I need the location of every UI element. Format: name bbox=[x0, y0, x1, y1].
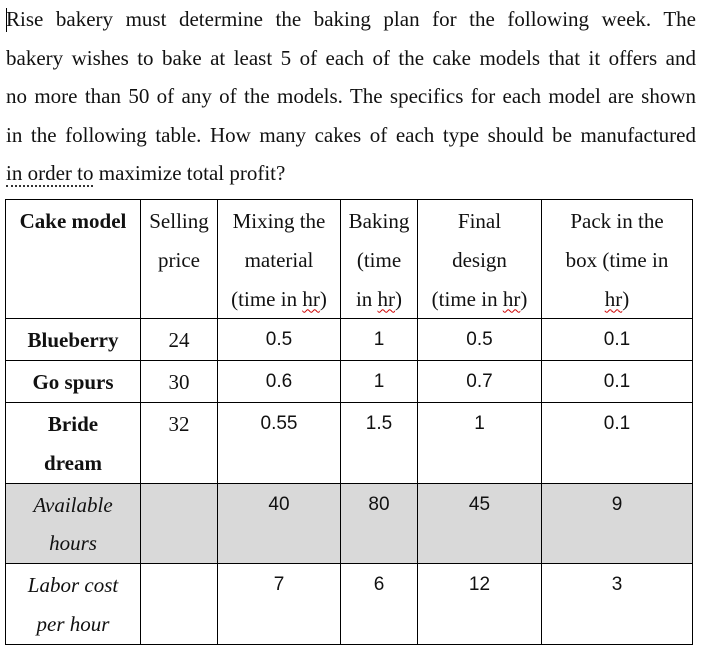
cake-name: Bride dream bbox=[6, 402, 141, 483]
final-cell: 45 bbox=[418, 483, 542, 564]
paragraph-line bbox=[6, 154, 696, 193]
mix-cell: 0.55 bbox=[218, 402, 341, 483]
empty-cell bbox=[141, 483, 218, 564]
paragraph-line: bakery wishes to bake at least 5 of each of the cake models that it offers and bbox=[6, 45, 696, 70]
table-row bbox=[6, 402, 693, 483]
mix-cell: 40 bbox=[218, 483, 341, 564]
price-cell: 30 bbox=[141, 361, 218, 403]
mix-cell: 0.6 bbox=[218, 361, 341, 403]
available-hours-label: Available hours bbox=[6, 483, 141, 564]
header-baking: Baking (time in hr) bbox=[341, 200, 418, 319]
table-row bbox=[6, 319, 693, 361]
paragraph-line: Rise bakery must determine the baking plan for the following week. The bbox=[6, 7, 696, 31]
header-selling-price: Selling price bbox=[141, 200, 218, 319]
labor-cost-row bbox=[6, 564, 693, 645]
bake-cell: 1.5 bbox=[341, 402, 418, 483]
cake-name: Go spurs bbox=[6, 361, 141, 403]
header-cake-model: Cake model bbox=[6, 200, 141, 319]
pack-cell: 0.1 bbox=[542, 402, 693, 483]
header-mixing: Mixing the material (time in hr) bbox=[218, 200, 341, 319]
cake-name: Blueberry bbox=[6, 319, 141, 361]
mix-cell: 7 bbox=[218, 564, 341, 645]
table-row bbox=[6, 361, 693, 403]
bake-cell: 80 bbox=[341, 483, 418, 564]
header-final-design: Final design (time in hr) bbox=[418, 200, 542, 319]
final-cell: 12 bbox=[418, 564, 542, 645]
mix-cell: 0.5 bbox=[218, 319, 341, 361]
pack-cell: 0.1 bbox=[542, 361, 693, 403]
price-cell: 32 bbox=[141, 402, 218, 483]
problem-paragraph bbox=[6, 0, 696, 193]
header-pack: Pack in the box (time in hr) bbox=[542, 200, 693, 319]
final-cell: 1 bbox=[418, 402, 542, 483]
paragraph-line-rest: maximize total profit? bbox=[93, 161, 286, 185]
pack-cell: 0.1 bbox=[542, 319, 693, 361]
bake-cell: 1 bbox=[341, 361, 418, 403]
paragraph-line: no more than 50 of any of the models. The specifics for each model are shown bbox=[6, 84, 696, 108]
paragraph-line: in the following table. How many cakes of each type should be manufactured bbox=[6, 122, 696, 147]
grammar-flag: in order to bbox=[6, 161, 94, 185]
final-cell: 0.5 bbox=[418, 319, 542, 361]
cake-table bbox=[5, 199, 693, 645]
labor-cost-label: Labor cost per hour bbox=[6, 564, 141, 645]
price-cell: 24 bbox=[141, 319, 218, 361]
pack-cell: 9 bbox=[542, 483, 693, 564]
empty-cell bbox=[141, 564, 218, 645]
final-cell: 0.7 bbox=[418, 361, 542, 403]
header-row bbox=[6, 200, 693, 319]
bake-cell: 6 bbox=[341, 564, 418, 645]
pack-cell: 3 bbox=[542, 564, 693, 645]
available-hours-row bbox=[6, 483, 693, 564]
bake-cell: 1 bbox=[341, 319, 418, 361]
